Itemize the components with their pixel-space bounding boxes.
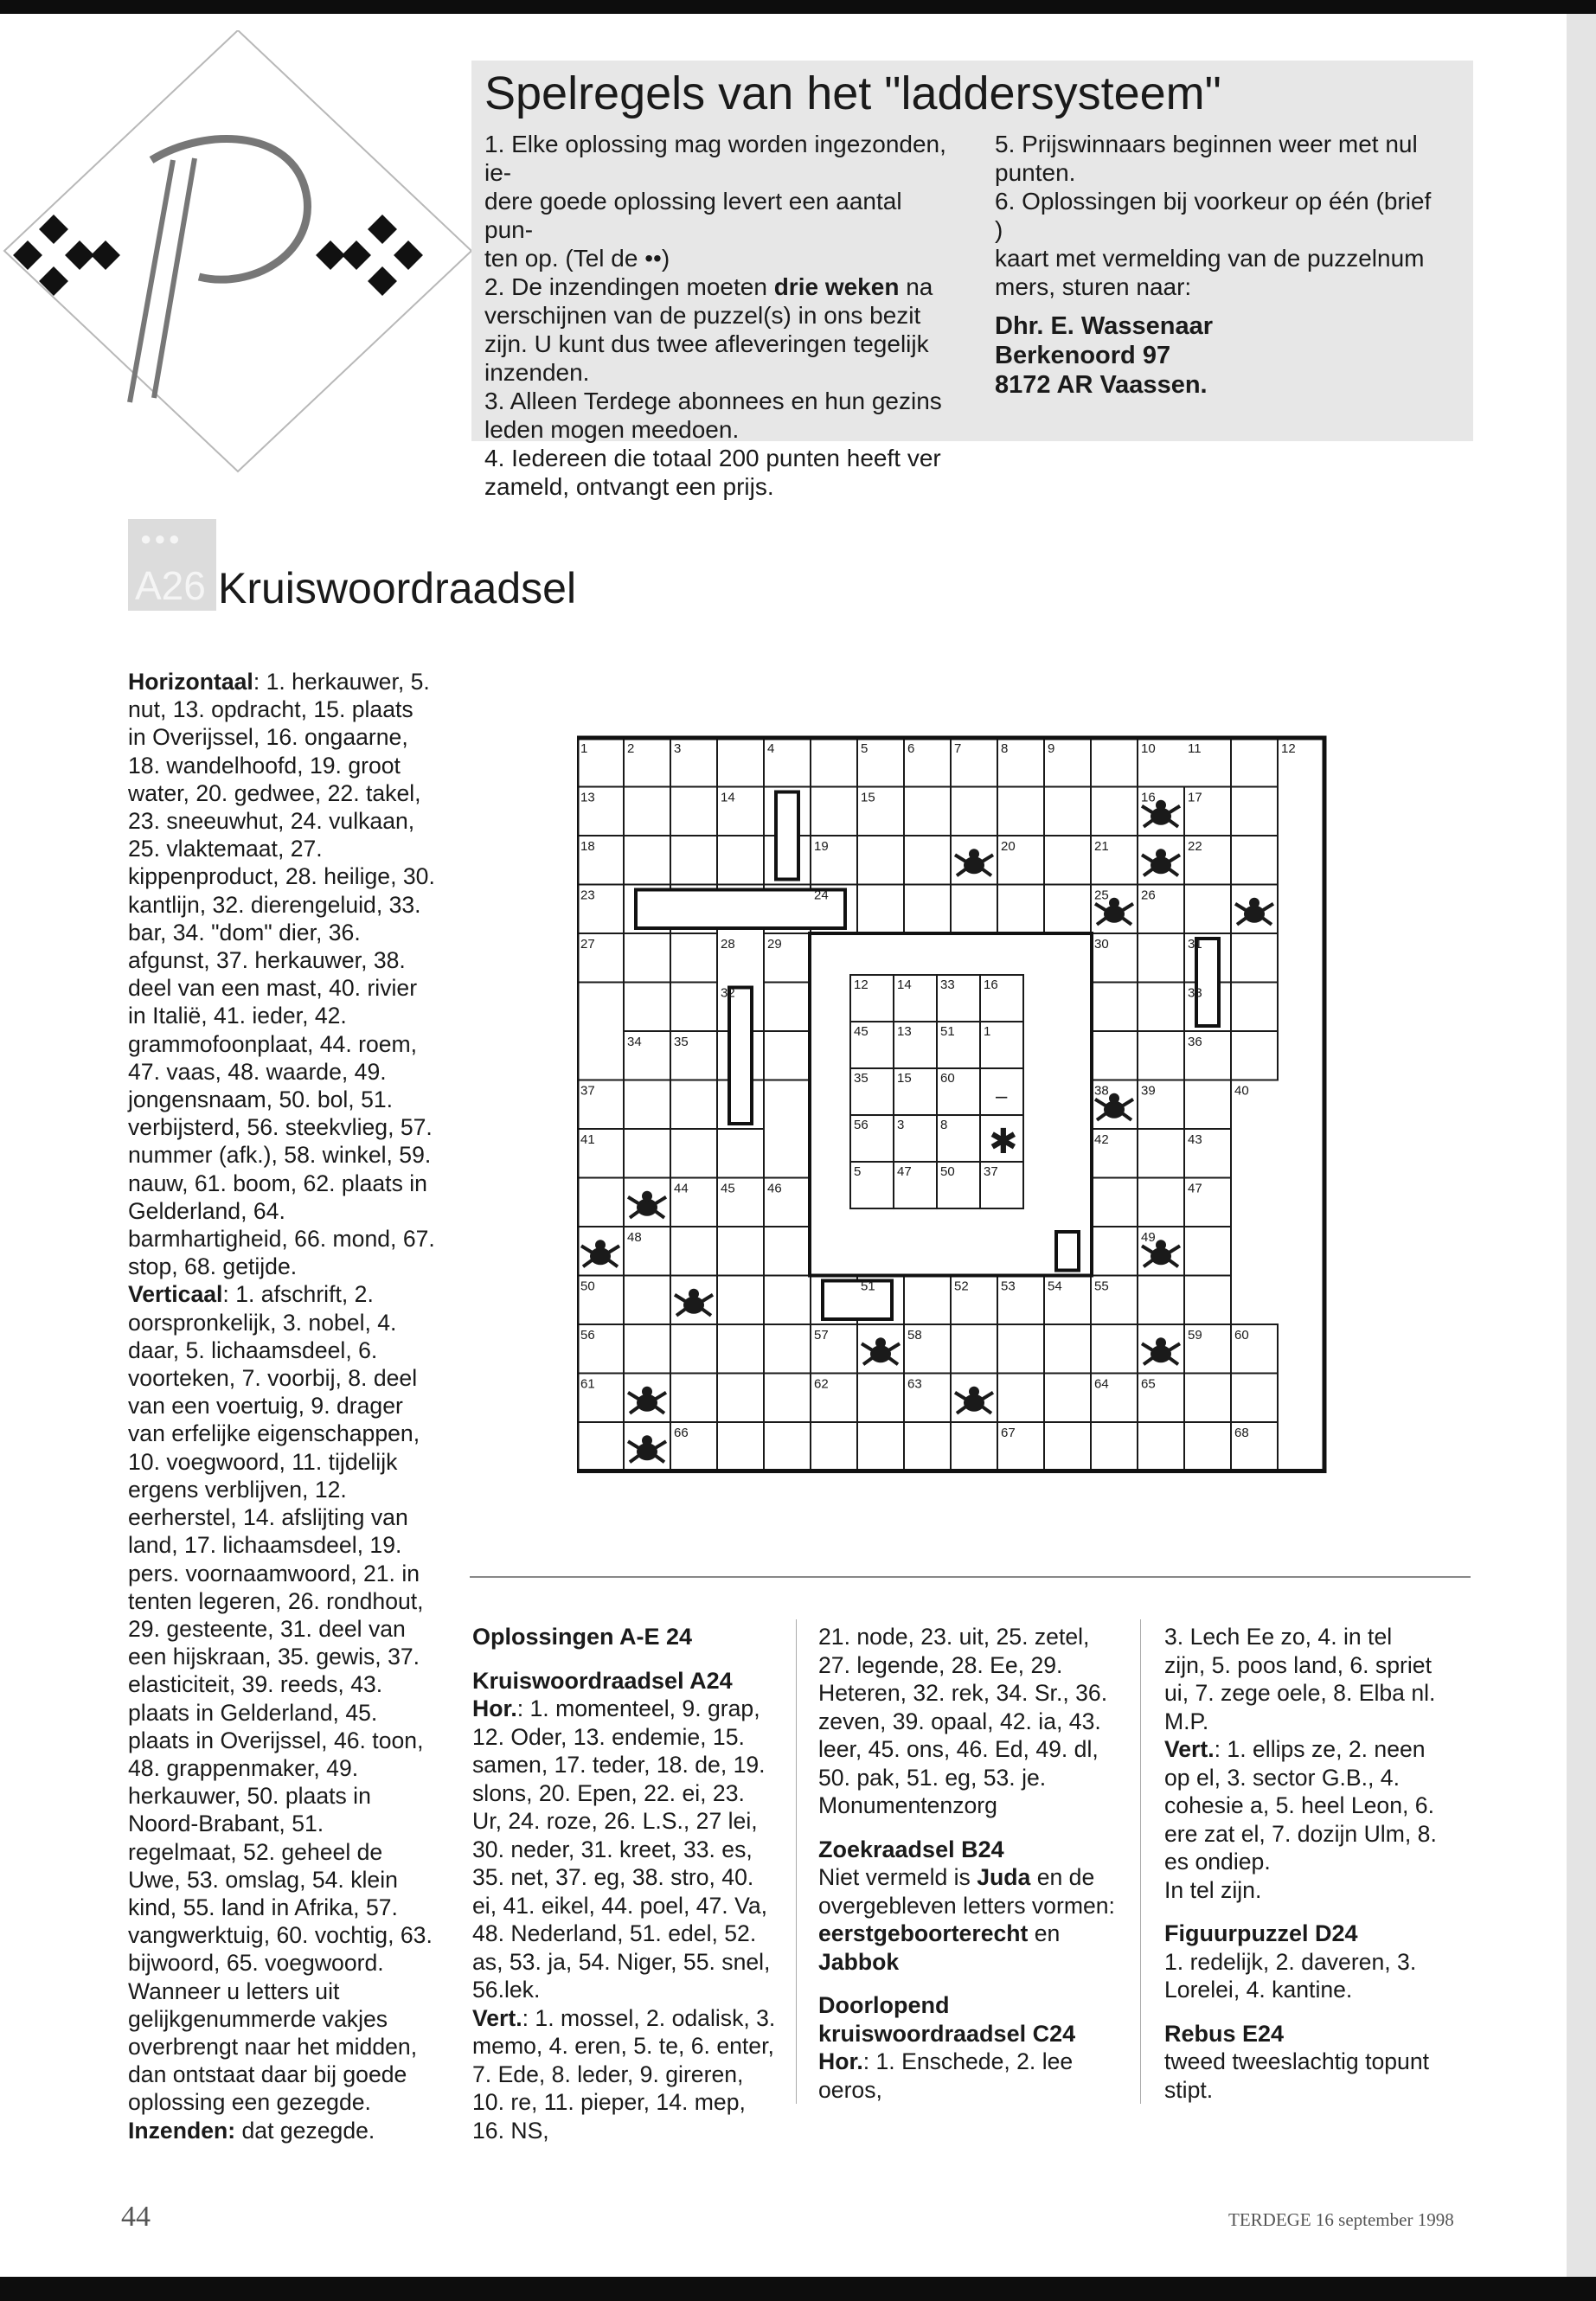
- difficulty-dots: ●●●: [140, 528, 183, 549]
- cell-number: 1: [580, 741, 588, 756]
- grid-cell[interactable]: [904, 1422, 951, 1471]
- star-icon: ✱: [989, 1123, 1018, 1162]
- grid-cell[interactable]: [624, 836, 670, 885]
- grid-cell[interactable]: [1044, 1324, 1091, 1374]
- rules-right: 5. Prijswinnaars beginnen weer met nul punten. 6. Oplossingen bij voorkeur op één (brief ) kaart met vermelding van de puzzelnum mers, sturen naar: Dhr. E. Wassenaar Berkenoord 97 8172 AR Vaassen.: [995, 130, 1445, 400]
- cell-number: 12: [1281, 741, 1296, 756]
- dash-symbol: –: [996, 1085, 1008, 1109]
- solutions-col-2: 21. node, 23. uit, 25. zetel, 27. legende, 28. Ee, 29. Heteren, 32. rek, 34. Sr., 36. zeven, 39. opaal, 42. ia, 43. leer, 45. ons, 46. Ed, 49. dl, 50. pak, 51. eg, 53. je. Monumentenzorg Zoekraadsel B24 Niet vermeld is Juda en de overgebleven letters vormen: eerstgeboorterecht en Jabbok Doorlopend kruiswoordraadsel C24 Hor.: 1. Enschede, 2. lee oeros,: [818, 1623, 1123, 2104]
- grid-cell[interactable]: [997, 885, 1044, 934]
- grid-cell[interactable]: [1091, 1227, 1138, 1276]
- grid-cell[interactable]: [717, 1227, 764, 1276]
- cell-number: 18: [580, 839, 595, 854]
- center-cell-number: 14: [897, 977, 912, 993]
- cell-number: 41: [580, 1132, 595, 1147]
- c24-title: Doorlopend kruiswoordraadsel C24: [818, 1992, 1076, 2047]
- clues-column: [128, 668, 436, 2144]
- cell-number: 19: [814, 839, 829, 854]
- grid-cell[interactable]: [1184, 1080, 1231, 1130]
- grid-cell[interactable]: [624, 1324, 670, 1374]
- cell-number: 24: [814, 888, 829, 903]
- grid-cell[interactable]: [764, 1031, 811, 1080]
- cell-number: 5: [861, 741, 869, 756]
- cell-number: 32: [721, 985, 735, 1001]
- cell-number: 39: [1141, 1083, 1156, 1099]
- column-separator: [1140, 1619, 1141, 2104]
- grid-cell[interactable]: [670, 933, 717, 983]
- grid-bar: [1056, 1232, 1079, 1271]
- center-cell-number: 12: [854, 977, 869, 993]
- cell-number: 27: [580, 937, 595, 952]
- cell-number: 44: [674, 1181, 689, 1196]
- grid-cell[interactable]: [857, 1422, 904, 1471]
- rules-title: Spelregels van het "laddersysteem": [484, 67, 1221, 119]
- grid-cell[interactable]: [1138, 1129, 1184, 1178]
- cell-number: 52: [954, 1279, 969, 1294]
- grid-cell[interactable]: [717, 836, 764, 885]
- solutions-col-1: Oplossingen A-E 24 Kruiswoordraadsel A24 Hor.: 1. momenteel, 9. grap, 12. Oder, 13. endemie, 15. samen, 17. teder, 18. de, 19. slons, 20. Epen, 22. ei, 23. Ur, 24. roze, 26. L.S., 27 lei, 30. neder, 31. kreet, 33. es, 35. net, 37. eg, 38. stro, 40. ei, 41. eikel, 44. poel, 47. Va, 48. Nederland, 51. edel, 52. as, 53. ja, 54. Niger, 55. snel, 56.lek. Vert.: 1. mossel, 2. odalisk, 3. memo, 4. eren, 5. te, 6. enter, 7. Ede, 8. leder, 9. gireren, 10. re, 11. pieper, 14. mep, 16. NS,: [472, 1623, 779, 2144]
- grid-cell[interactable]: [1231, 787, 1278, 836]
- puzzle-title: Kruiswoordraadsel: [218, 564, 577, 612]
- grid-cell[interactable]: [951, 787, 997, 836]
- solutions-header: Oplossingen A-E 24: [472, 1624, 693, 1650]
- grid-cell[interactable]: [1091, 1422, 1138, 1471]
- cell-number: 25: [1094, 888, 1109, 903]
- logo-letter: P: [0, 30, 1, 31]
- address-city: 8172 AR Vaassen.: [995, 371, 1208, 399]
- center-cell-number: 13: [897, 1024, 912, 1040]
- cell-number: 48: [627, 1230, 642, 1245]
- grid-cell[interactable]: [951, 885, 997, 934]
- center-cell-number: 16: [984, 977, 998, 993]
- grid-cell[interactable]: [717, 1374, 764, 1423]
- grid-cell[interactable]: [624, 1129, 670, 1178]
- cell-number: 42: [1094, 1132, 1109, 1147]
- cell-number: 3: [674, 741, 682, 756]
- cell-number: 28: [721, 937, 735, 952]
- grid-cell[interactable]: [717, 1129, 764, 1178]
- grid-bar: [729, 988, 752, 1125]
- cell-number: 53: [1001, 1279, 1016, 1294]
- cell-number: 49: [1141, 1230, 1156, 1245]
- address-street: Berkenoord 97: [995, 342, 1171, 369]
- center-cell-number: 47: [897, 1164, 912, 1180]
- grid-cell[interactable]: [624, 1080, 670, 1130]
- cell-number: 57: [814, 1328, 829, 1343]
- center-cell-number: 8: [940, 1118, 948, 1133]
- puzzle-logo: [0, 30, 471, 480]
- grid-cell[interactable]: [1138, 1422, 1184, 1471]
- cell-number: 58: [907, 1328, 922, 1343]
- cell-number: 33: [1188, 985, 1202, 1001]
- grid-cell[interactable]: [904, 787, 951, 836]
- rules-left: 1. Elke oplossing mag worden ingezonden, ie- dere goede oplossing levert een aantal pun- ten op. (Tel de ••) 2. De inzendingen moeten drie weken na verschijnen van de puzzel(s) in ons bezit zijn. U kunt dus twee afleveringen tegelijk inzenden. 3. Alleen Terdege abonnees en hun gezins leden mogen meedoen. 4. Iedereen die totaal 200 punten heeft ver zameld, ontvangt een prijs.: [484, 131, 946, 500]
- cell-number: 34: [627, 1035, 642, 1049]
- grid-cell[interactable]: [1184, 1422, 1231, 1471]
- center-cell-number: 60: [940, 1071, 955, 1086]
- cell-number: 29: [767, 937, 782, 952]
- bottom-border: [0, 2277, 1596, 2301]
- cell-number: 20: [1001, 839, 1016, 854]
- grid-cell[interactable]: [1231, 836, 1278, 885]
- grid-cell[interactable]: [717, 1422, 764, 1471]
- grid-cell[interactable]: [717, 1276, 764, 1325]
- clues-note: Wanneer u letters uit gelijkgenummerde vakjes overbrengt naar het midden, dan ontstaat daar bij goede oplossing een gezegde.: [128, 1977, 418, 2116]
- cell-number: 8: [1001, 741, 1009, 756]
- grid-cell[interactable]: [1091, 1178, 1138, 1227]
- d24-title: Figuurpuzzel D24: [1164, 1920, 1358, 1946]
- cell-number: 15: [861, 790, 875, 805]
- send-in: Inzenden: dat gezegde.: [128, 2117, 375, 2144]
- grid-cell[interactable]: [857, 1374, 904, 1423]
- top-border: [0, 0, 1596, 14]
- cell-number: 54: [1048, 1279, 1062, 1294]
- address-name: Dhr. E. Wassenaar: [995, 312, 1213, 340]
- grid-cell[interactable]: [764, 1324, 811, 1374]
- puzzle-code: A26: [135, 563, 206, 608]
- grid-cell[interactable]: [1231, 1374, 1278, 1423]
- cell-number: 56: [580, 1328, 595, 1343]
- cell-number: 7: [954, 741, 962, 756]
- cell-number: 50: [580, 1279, 595, 1294]
- center-cell-number: 5: [854, 1164, 862, 1180]
- center-frame: [810, 933, 1092, 1276]
- cell-number: 38: [1094, 1083, 1109, 1099]
- grid-cell[interactable]: [1184, 1374, 1231, 1423]
- grid-cell[interactable]: [1044, 885, 1091, 934]
- page-number: 44: [121, 2201, 151, 2233]
- grid-cell[interactable]: [904, 1276, 951, 1325]
- grid-cell[interactable]: [857, 885, 904, 934]
- difficulty-badge: [128, 519, 216, 611]
- cell-number: 51: [861, 1279, 875, 1294]
- grid-cell[interactable]: [1138, 1178, 1184, 1227]
- grid-cell[interactable]: [670, 1227, 717, 1276]
- cell-number: 23: [580, 888, 595, 903]
- cell-number: 43: [1188, 1132, 1202, 1147]
- magazine-footer: TERDEGE 16 september 1998: [1228, 2209, 1454, 2230]
- cell-number: 67: [1001, 1426, 1016, 1440]
- grid-cell[interactable]: [764, 1227, 811, 1276]
- grid-cell[interactable]: [1184, 1276, 1231, 1325]
- page-edge: [1567, 14, 1596, 2277]
- grid-cell[interactable]: [1091, 738, 1138, 787]
- grid-cell[interactable]: [624, 983, 670, 1032]
- grid-cell[interactable]: [1231, 983, 1278, 1032]
- grid-cell[interactable]: [670, 1324, 717, 1374]
- horizontal-clues: Horizontaal: 1. herkauwer, 5. nut, 13. opdracht, 15. plaats in Overijssel, 16. ongaarne, 18. wandelhoofd, 19. groot water, 20. gedwee, 22. takel, 23. sneeuwhut, 24. vulkaan, 25. vlaktemaat, 27. kippenproduct, 28. heilige, 30. kantlijn, 32. dierengeluid, 33. bar, 34. "dom" dier, 36. afgunst, 37. herkauwer, 38. deel van een mast, 40. rivier in Italië, 41. ieder, 42. grammofoonplaat, 44. roem, 47. vaas, 48. waarde, 49. jongensnaam, 50. bol, 51. verbijsterd, 56. steekvlieg, 57. nummer (afk.), 58. winkel, 59. nauw, 61. boom, 62. plaats in Gelderland, 64. barmhartigheid, 66. mond, 67. stop, 68. getijde.: [128, 669, 435, 1280]
- grid-cell[interactable]: [624, 933, 670, 983]
- cell-number: 62: [814, 1376, 829, 1392]
- grid-cell[interactable]: [1091, 787, 1138, 836]
- center-cell-number: 56: [854, 1118, 869, 1133]
- grid-cell[interactable]: [997, 787, 1044, 836]
- center-cell-number: 35: [854, 1071, 869, 1086]
- cell-number: 17: [1188, 790, 1202, 805]
- grid-cell[interactable]: [951, 1324, 997, 1374]
- cell-number: 46: [767, 1181, 782, 1196]
- cell-number: 66: [674, 1426, 689, 1440]
- cell-number: 26: [1141, 888, 1156, 903]
- center-cell-number: 45: [854, 1024, 869, 1040]
- grid-cell[interactable]: [670, 836, 717, 885]
- cell-number: 36: [1188, 1035, 1202, 1049]
- grid-cell[interactable]: [1138, 1276, 1184, 1325]
- center-cell-number: 37: [984, 1164, 998, 1180]
- cell-number: 11: [1188, 741, 1202, 756]
- grid-cell[interactable]: [1231, 933, 1278, 983]
- grid-cell[interactable]: [997, 1324, 1044, 1374]
- grid-cell[interactable]: [1184, 885, 1231, 934]
- grid-cell[interactable]: [1138, 1031, 1184, 1080]
- center-cell-number: 1: [984, 1024, 991, 1040]
- center-cell-number: 51: [940, 1024, 955, 1040]
- grid-bar: [823, 1281, 892, 1320]
- cell-number: 45: [721, 1181, 735, 1196]
- cell-number: 64: [1094, 1376, 1109, 1392]
- grid-cell[interactable]: [764, 1374, 811, 1423]
- grid-cell[interactable]: [811, 787, 857, 836]
- cell-number: 61: [580, 1376, 595, 1392]
- cell-number: 14: [721, 790, 735, 805]
- center-cell-number: 33: [940, 977, 955, 993]
- crossword-grid[interactable]: [577, 730, 1347, 1474]
- cell-number: 30: [1094, 937, 1109, 952]
- cell-number: 10: [1141, 741, 1156, 756]
- grid-cell[interactable]: [811, 1422, 857, 1471]
- grid-cell[interactable]: [1091, 1324, 1138, 1374]
- cell-number: 40: [1234, 1083, 1249, 1099]
- cell-number: 60: [1234, 1328, 1249, 1343]
- cell-number: 2: [627, 741, 635, 756]
- cell-number: 21: [1094, 839, 1109, 854]
- a24-title: Kruiswoordraadsel A24: [472, 1667, 733, 1694]
- grid-cell[interactable]: [670, 1374, 717, 1423]
- grid-bar: [1196, 939, 1219, 1026]
- cell-number: 47: [1188, 1181, 1202, 1196]
- center-cell-number: 50: [940, 1164, 955, 1180]
- grid-cell[interactable]: [1044, 1374, 1091, 1423]
- cell-number: 16: [1141, 790, 1156, 805]
- cell-number: 59: [1188, 1328, 1202, 1343]
- grid-cell[interactable]: [1184, 1227, 1231, 1276]
- cell-number: 22: [1188, 839, 1202, 854]
- cell-number: 35: [674, 1035, 689, 1049]
- center-cell-number: 3: [897, 1118, 905, 1133]
- grid-cell[interactable]: [624, 1276, 670, 1325]
- grid-cell[interactable]: [1231, 1031, 1278, 1080]
- solutions-divider: [470, 1576, 1471, 1578]
- b24-title: Zoekraadsel B24: [818, 1836, 1004, 1862]
- grid-cell[interactable]: [904, 885, 951, 934]
- cell-number: 13: [580, 790, 595, 805]
- grid-cell[interactable]: [1044, 1422, 1091, 1471]
- cell-number: 9: [1048, 741, 1055, 756]
- grid-cell[interactable]: [1231, 738, 1278, 787]
- vertical-clues: Verticaal: 1. afschrift, 2. oorspronkelijk, 3. nobel, 4. daar, 5. lichaamsdeel, 6. voorteken, 7. voorbij, 8. deel van een voertuig, 9. drager van erfelijke eigenschappen, 10. voegwoord, 11. tijdelijk ergens verblijven, 12. eerherstel, 14. afslijting van land, 17. lichaamsdeel, 19. pers. voornaamwoord, 21. in tenten legeren, 26. rondhout, 29. gesteente, 31. deel van een hijskraan, 35. gewis, 37. elasticiteit, 39. reeds, 43. plaats in Gelderland, 45. plaats in Overijssel, 46. toon, 48. grappenmaker, 49. herkauwer, 50. plaats in Noord-Brabant, 51. regelmaat, 52. geheel de Uwe, 53. omslag, 54. klein kind, 55. land in Afrika, 57. vangwerktuig, 60. vochtig, 63. bijwoord, 65. voegwoord.: [128, 1281, 433, 1977]
- grid-cell[interactable]: [904, 836, 951, 885]
- grid-bar: [776, 792, 798, 880]
- grid-cell[interactable]: [1044, 787, 1091, 836]
- grid-cell[interactable]: [670, 983, 717, 1032]
- grid-cell[interactable]: [951, 1422, 997, 1471]
- e24-title: Rebus E24: [1164, 2020, 1285, 2047]
- grid-cell[interactable]: [624, 787, 670, 836]
- grid-cell[interactable]: [670, 787, 717, 836]
- cell-number: 31: [1188, 937, 1202, 952]
- cell-number: 65: [1141, 1376, 1156, 1392]
- column-separator: [796, 1619, 797, 2104]
- cell-number: 6: [907, 741, 915, 756]
- grid-cell[interactable]: [857, 836, 904, 885]
- cell-number: 4: [767, 741, 775, 756]
- cell-number: 55: [1094, 1279, 1109, 1294]
- cell-number: 37: [580, 1083, 595, 1099]
- cell-number: 63: [907, 1376, 922, 1392]
- grid-cell[interactable]: [764, 983, 811, 1032]
- solutions-col-3: 3. Lech Ee zo, 4. in tel zijn, 5. poos land, 6. spriet ui, 7. zege oele, 8. Elba nl. M.P. Vert.: 1. ellips ze, 2. neen op el, 3. sector G.B., 4. cohesie a, 5. heel Leon, 6. ere zat el, 7. dozijn Ulm, 8. es ondiep. In tel zijn. Figuurpuzzel D24 1. redelijk, 2. daveren, 3. Lorelei, 4. kantine. Rebus E24 tweed tweeslachtig topunt stipt.: [1164, 1624, 1437, 2103]
- grid-cell[interactable]: [997, 1374, 1044, 1423]
- grid-cell[interactable]: [670, 1129, 717, 1178]
- center-cell-number: 15: [897, 1071, 912, 1086]
- grid-cell[interactable]: [670, 1080, 717, 1130]
- grid-cell[interactable]: [1091, 983, 1138, 1032]
- grid-cell[interactable]: [1138, 983, 1184, 1032]
- cell-number: 68: [1234, 1426, 1249, 1440]
